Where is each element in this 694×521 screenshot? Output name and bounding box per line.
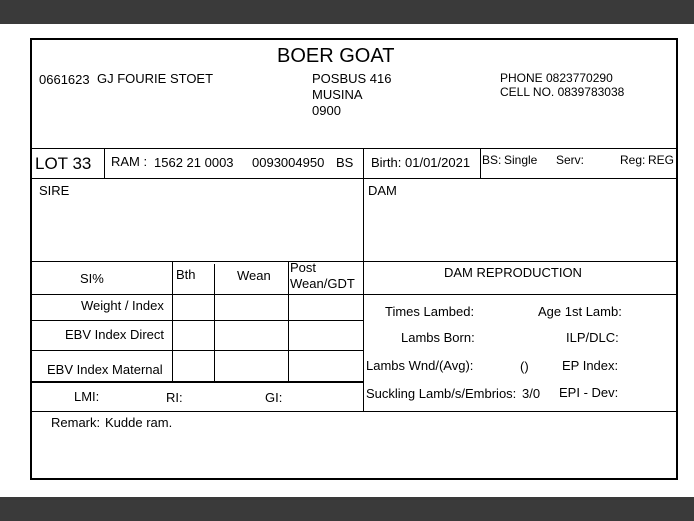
col-post-label-2: Wean/GDT [290,276,355,291]
bottom-dark-band [0,497,694,521]
birth-divider [480,148,481,178]
remark-value: Kudde ram. [105,415,173,430]
age-first-lamb-label: Age 1st Lamb: [538,304,622,319]
suckling-value: 3/0 [522,386,541,401]
index-header-line [32,294,363,295]
sire-label: SIRE [39,183,70,198]
lot-number: LOT 33 [35,154,92,173]
ram-number: 1562 21 0003 [154,155,234,170]
epi-dev-label: EPI - Dev: [559,385,619,400]
dam-label: DAM [368,183,397,198]
ram-label: RAM : [111,154,148,169]
top-dark-band [0,0,694,24]
breeder-name: GJ FOURIE STOET [97,71,214,86]
ram-id: 0093004950 [252,155,325,170]
pedigree-divider [32,261,676,262]
ram-suffix: BS [336,155,354,170]
ri-label: RI: [166,390,183,405]
lot-card [30,38,678,480]
row-ebv-direct: EBV Index Direct [65,327,164,342]
ep-index-label: EP Index: [562,358,619,373]
card-title: BOER GOAT [277,45,395,67]
lambs-weaned-value: () [520,359,529,374]
birth-date: 01/01/2021 [405,155,471,170]
times-lambed-label: Times Lambed: [385,304,475,319]
breeder-code: 0661623 [39,72,90,87]
suckling-label: Suckling Lamb/s/Embrios: [366,386,517,401]
serv-label: Serv: [556,153,585,167]
index-bottom-line [32,381,363,383]
reg-label: Reg: [620,153,646,167]
index-col-line-3 [288,261,289,381]
ilp-dlc-label: ILP/DLC: [566,330,619,345]
index-row-line-2 [32,350,363,351]
birth-label: Birth: [371,155,402,170]
row-weight-index: Weight / Index [81,298,164,313]
si-percent-label: SI% [80,271,104,286]
bs-value: Single [504,153,538,167]
bs-label: BS: [482,153,502,167]
address-line-2: MUSINA [312,87,363,102]
lambs-born-label: Lambs Born: [401,330,475,345]
index-row-line-1 [32,320,363,321]
index-col-line-1 [172,261,173,381]
header-divider [32,148,676,149]
gi-label: GI: [265,390,283,405]
indices-bottom-line [32,411,676,412]
address-line-1: POSBUS 416 [312,71,392,86]
dam-reproduction-title: DAM REPRODUCTION [444,265,582,280]
phone-number: PHONE 0823770290 [500,71,613,85]
lot-divider [104,148,105,178]
index-col-line-2 [214,264,215,381]
lambs-weaned-label: Lambs Wnd/(Avg): [366,358,474,373]
col-post-label-1: Post [290,260,317,275]
row-ebv-maternal: EBV Index Maternal [47,362,163,377]
reg-value: REG [648,153,675,167]
ram-divider [363,148,364,178]
dam-repro-header-line [363,294,676,295]
cell-number: CELL NO. 0839783038 [500,85,625,99]
col-wean-label: Wean [237,268,271,283]
lmi-label: LMI: [74,389,100,404]
address-line-3: 0900 [312,103,341,118]
remark-label: Remark: [51,415,101,430]
col-bth-label: Bth [176,267,196,282]
lot-row-divider [32,178,676,179]
